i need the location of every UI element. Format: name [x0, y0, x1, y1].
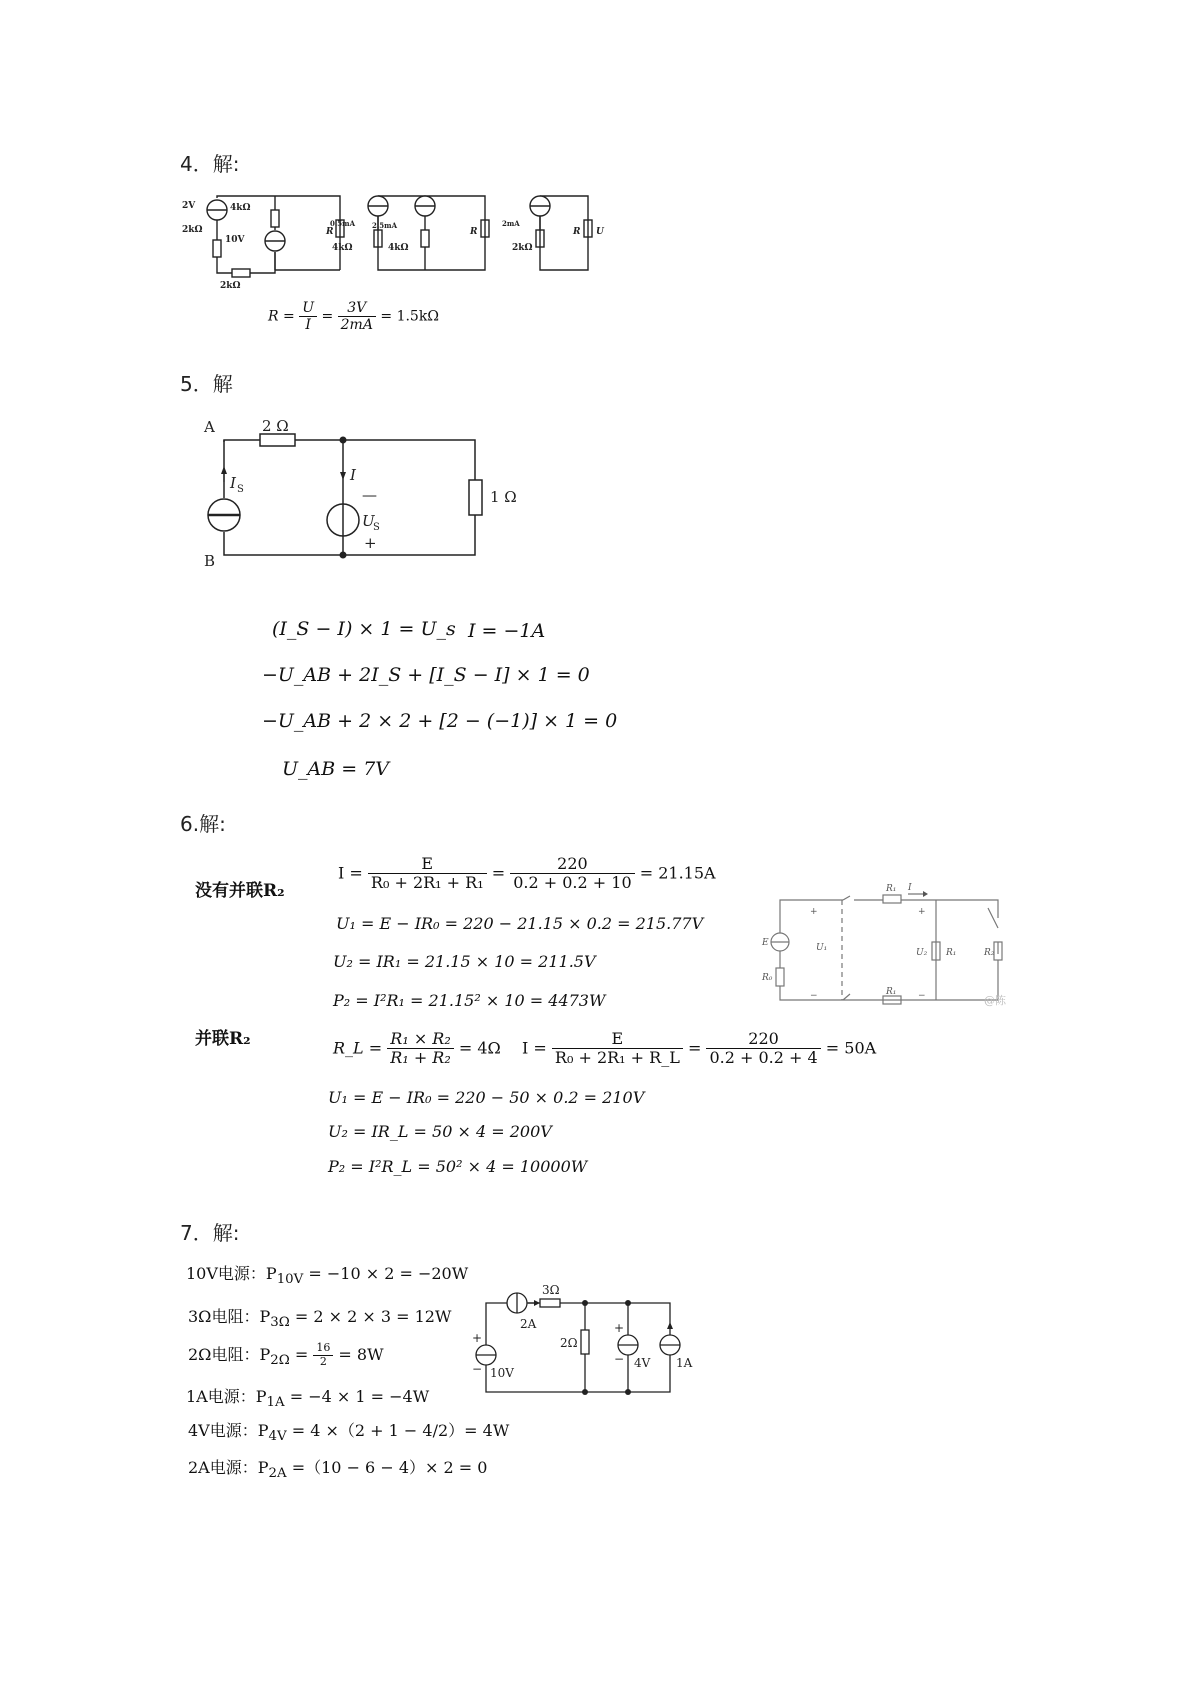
s5-eq-2: I = −1A [468, 620, 546, 642]
frac-denominator: 0.2 + 0.2 + 4 [709, 1048, 818, 1068]
frac-denominator: R₀ + 2R₁ + R_L [554, 1048, 680, 1068]
minus-label: — [362, 486, 377, 504]
eq-result: = 4Ω [458, 1038, 501, 1058]
label-with-r2: 并联R₂ [195, 1029, 251, 1049]
line-value: = [289, 1345, 314, 1364]
frac-numerator: 220 [510, 855, 634, 874]
resistor-1ohm-label: 1 Ω [490, 488, 517, 506]
line-value: = −10 × 2 = −20W [303, 1264, 469, 1283]
line-value: = −4 × 1 = −4W [284, 1387, 430, 1406]
eq-lhs: I = [522, 1038, 547, 1058]
power-subscript: 1A [266, 1395, 285, 1411]
line-label: 10V电源： [186, 1264, 266, 1283]
circuit6-r1-label-b: R₁ [886, 987, 897, 997]
c2-05ma-label: 0.5mA [330, 219, 356, 228]
c1-2v-label: 2V [182, 201, 196, 211]
s6-eq-rl [333, 1030, 501, 1068]
power-symbol: P [259, 1345, 271, 1364]
power-subscript: 2Ω [270, 1353, 290, 1369]
circuit7-1a-label: 1A [676, 1356, 693, 1370]
frac-denominator: R₀ + 2R₁ + R₁ [370, 873, 484, 893]
resistor-2ohm-label: 2 Ω [262, 417, 289, 435]
line-label: 3Ω电阻： [188, 1307, 260, 1326]
formula-lhs: R = [268, 308, 295, 325]
s5-eq-1: (I_S − I) × 1 = U_s [272, 618, 456, 640]
s6-eq-u2b: U₂ = IR_L = 50 × 4 = 200V [328, 1122, 552, 1141]
equals-sign: = [687, 1038, 702, 1058]
svg-text:+: + [810, 907, 818, 917]
node-b-label: B [204, 552, 216, 570]
circuit7-2ohm-label: 2Ω [560, 1336, 578, 1350]
formula-result: = 1.5kΩ [380, 308, 439, 325]
frac-numerator: R₁ × R₂ [387, 1030, 454, 1049]
s7-line-4 [186, 1384, 429, 1410]
s6-eq-current-2 [522, 1030, 876, 1068]
section-7-heading: 7．解: [180, 1221, 240, 1245]
s6-eq-p2: P₂ = I²R₁ = 21.15² × 10 = 4473W [333, 991, 606, 1010]
s6-eq-current-1 [338, 855, 716, 893]
c3-2k-label: 2kΩ [512, 243, 533, 253]
circuit7-4v-label: 4V [634, 1356, 651, 1370]
circuit6-watermark: @陈 [984, 994, 1006, 1007]
section-4-circuits [180, 190, 604, 291]
eq-result: = 21.15A [639, 863, 716, 883]
c2-4k-label-b: 4kΩ [388, 243, 409, 253]
c1-4k-label: 4kΩ [230, 203, 251, 213]
circuit6-r0-label: R₀ [762, 973, 773, 983]
s5-eq-5: U_AB = 7V [282, 758, 390, 780]
c3-u-label: U [596, 227, 604, 237]
line-value: = 2 × 2 × 3 = 12W [289, 1307, 452, 1326]
circuit7-3ohm-label: 3Ω [542, 1283, 560, 1297]
s7-line-2 [188, 1304, 451, 1330]
circuit7-plus-10v: + [472, 1331, 483, 1345]
label-without-r2: 没有并联R₂ [195, 881, 285, 901]
line-value: = 4 ×（2 + 1 − 4/2）= 4W [286, 1421, 510, 1440]
circuit7-minus-4v: − [614, 1352, 625, 1366]
power-symbol: P [259, 1307, 271, 1326]
c1-r-label: R [326, 227, 334, 237]
s6-eq-u1: U₁ = E − IR₀ = 220 − 21.15 × 0.2 = 215.77V [336, 914, 704, 933]
c1-2k-label-b: 2kΩ [220, 281, 241, 291]
frac-numerator: E [552, 1030, 683, 1049]
frac-numerator: 220 [706, 1030, 820, 1049]
s6-eq-p2b: P₂ = I²R_L = 50² × 4 = 10000W [328, 1157, 588, 1176]
section-5-heading: 5．解 [180, 372, 233, 396]
power-subscript: 10V [276, 1272, 304, 1288]
c1-2k-label-a: 2kΩ [182, 225, 203, 235]
frac-numerator: U [299, 300, 317, 317]
circuit7-10v-label: 10V [490, 1366, 514, 1380]
is-label: I [230, 474, 236, 492]
section-5-circuit [200, 417, 520, 570]
equals-sign: = [491, 863, 506, 883]
power-symbol: P [255, 1387, 267, 1406]
circuit7-minus-10v: − [472, 1362, 483, 1376]
circuit6-e-label: E [762, 938, 769, 948]
section-4-formula [268, 300, 439, 333]
line-label: 4V电源： [188, 1421, 258, 1440]
frac-numerator: E [368, 855, 487, 874]
circuit6-r1-label-a: R₁ [886, 884, 897, 894]
c2-4k-label-a: 4kΩ [332, 243, 353, 253]
line-label: 2Ω电阻： [188, 1345, 260, 1364]
frac-denominator: 2mA [340, 317, 373, 334]
frac-denominator: 2 [319, 1355, 327, 1368]
line-value: = 8W [333, 1345, 384, 1364]
frac-denominator: 0.2 + 0.2 + 10 [513, 873, 632, 893]
line-value: =（10 − 6 − 4）× 2 = 0 [286, 1458, 488, 1477]
plus-label: + [364, 534, 377, 552]
i-label: I [350, 466, 356, 484]
s5-eq-4: −U_AB + 2 × 2 + [2 − (−1)] × 1 = 0 [262, 710, 618, 732]
power-subscript: 2A [268, 1466, 287, 1482]
svg-text:−: − [810, 991, 818, 1001]
eq-result: = 50A [825, 1038, 877, 1058]
eq-lhs: R_L = [333, 1038, 383, 1058]
power-symbol: P [257, 1458, 269, 1477]
svg-text:−: − [918, 991, 926, 1001]
s7-line-3 [188, 1342, 384, 1369]
s6-eq-u1b: U₁ = E − IR₀ = 220 − 50 × 0.2 = 210V [328, 1088, 645, 1107]
c3-r-label: R [573, 227, 581, 237]
frac-denominator: R₁ + R₂ [390, 1048, 451, 1068]
power-symbol: P [257, 1421, 269, 1440]
s5-eq-3: −U_AB + 2I_S + [I_S − I] × 1 = 0 [262, 664, 590, 686]
us-sub-label: S [373, 522, 380, 533]
frac-denominator: I [305, 317, 311, 334]
equals-sign: = [321, 308, 334, 325]
us-label: U [362, 512, 375, 530]
s7-line-1 [186, 1261, 468, 1287]
is-sub-label: S [237, 484, 244, 495]
s7-line-5 [188, 1418, 509, 1444]
c2-r-label: R [470, 227, 478, 237]
frac-numerator: 3V [338, 300, 376, 317]
c2-25ma-label: 2.5mA [372, 221, 398, 230]
section-6-heading: 6.解: [180, 812, 226, 836]
svg-text:+: + [918, 907, 926, 917]
section-7-circuit [470, 1280, 710, 1400]
circuit6-u2-label: U₂ [916, 948, 928, 958]
circuit7-plus-4v: + [614, 1321, 625, 1335]
power-subscript: 3Ω [270, 1315, 290, 1331]
circuit6-r2-label: R₂ [984, 948, 995, 958]
section-4-heading: 4．解: [180, 152, 240, 176]
power-subscript: 4V [268, 1429, 287, 1445]
power-symbol: P [265, 1264, 277, 1283]
circuit6-i-label: I [908, 883, 912, 893]
circuit7-2a-label: 2A [520, 1317, 537, 1331]
s6-eq-u2: U₂ = IR₁ = 21.15 × 10 = 211.5V [333, 952, 596, 971]
section-6-circuit [758, 878, 1008, 1008]
c3-2ma-label: 2mA [502, 219, 520, 228]
line-label: 2A电源： [188, 1458, 258, 1477]
eq-lhs: I = [338, 863, 363, 883]
line-label: 1A电源： [186, 1387, 256, 1406]
c1-10v-label: 10V [225, 235, 245, 245]
frac-numerator: 16 [313, 1342, 333, 1356]
s7-line-6 [188, 1455, 487, 1481]
node-a-label: A [204, 418, 215, 436]
circuit6-u1-label: U₁ [816, 943, 828, 953]
circuit6-r1-label-c: R₁ [946, 948, 957, 958]
